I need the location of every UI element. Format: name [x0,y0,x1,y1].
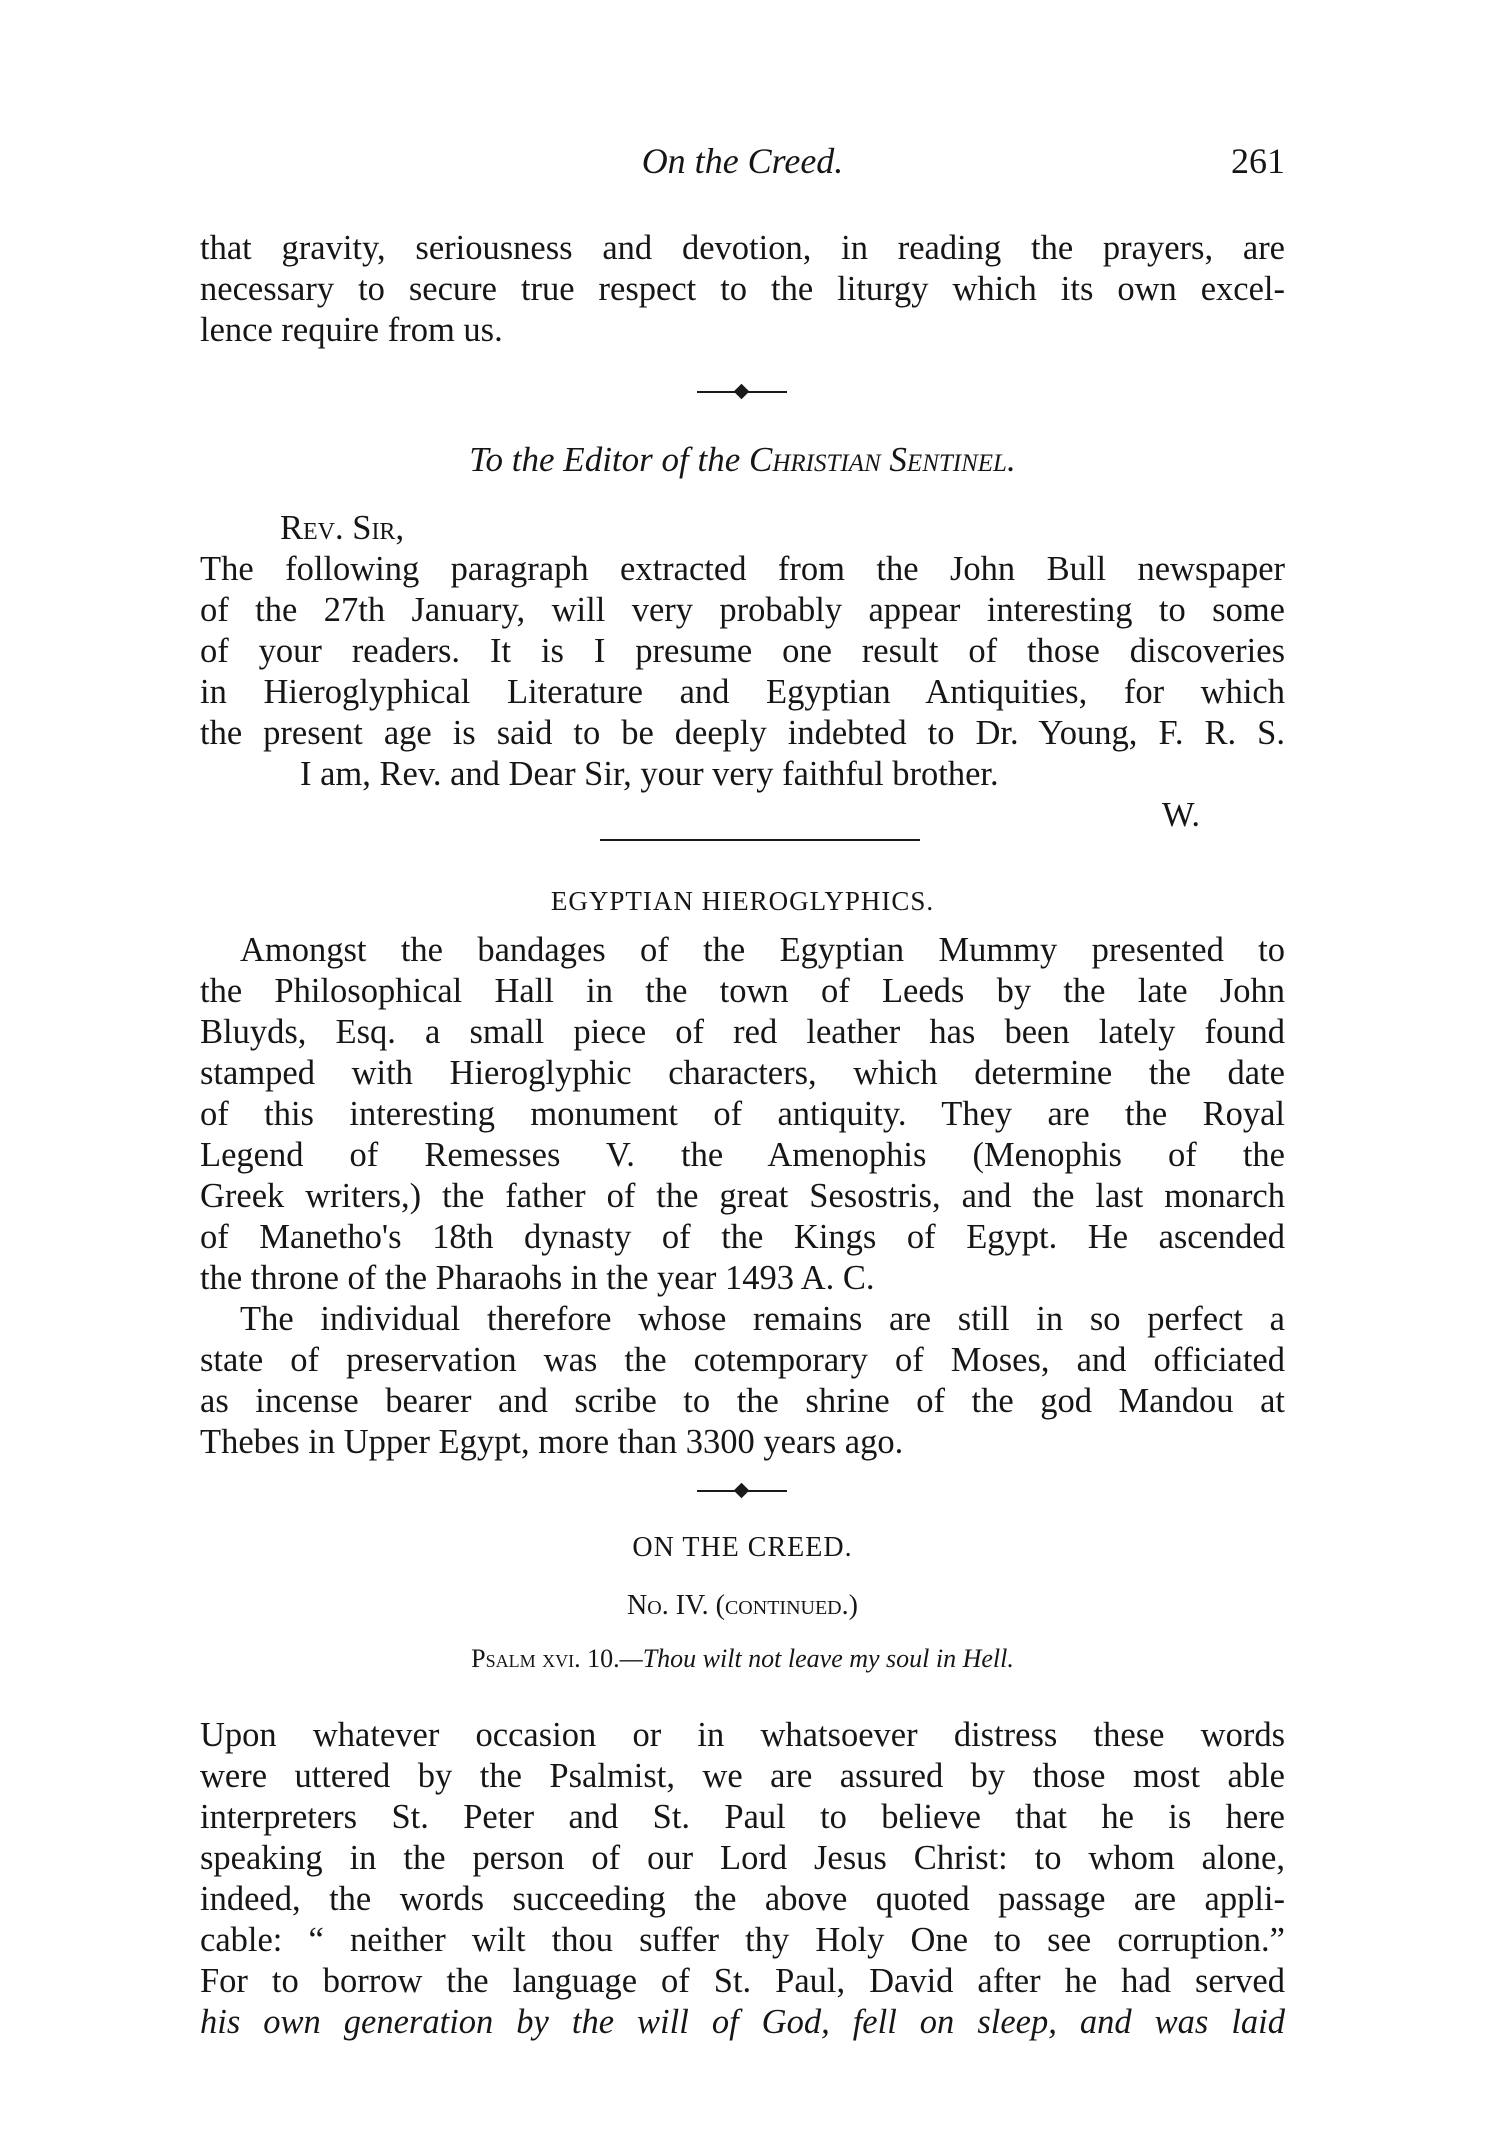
text-line: of the 27th January, will very probably appear interesting to some [200,591,1285,629]
text-line: the present age is said to be deeply indebted to Dr. Young, F. R. S. [200,714,1285,752]
text-line: Amongst the bandages of the Egyptian Mummy presented to [240,931,1285,969]
section-rule [600,839,920,841]
text-line: interpreters St. Peter and St. Paul to believe that he is here [200,1798,1285,1836]
text-line: indeed, the words succeeding the above quoted passage are appli- [200,1880,1285,1918]
psalm-reference: Psalm xvi. 10. [471,1644,620,1673]
text-line: lence require from us. [200,311,503,349]
signature: W. [1161,796,1200,834]
letter-heading [200,440,1285,480]
text-line: the Philosophical Hall in the town of Leeds by the late John [200,972,1285,1010]
text-line: state of preservation was the cotemporary of Moses, and officiated [200,1341,1285,1379]
text-line: Bluyds, Esq. a small piece of red leather has been lately found [200,1013,1285,1051]
text-line: were uttered by the Psalmist, we are assured by those most able [200,1757,1285,1795]
text-line: stamped with Hieroglyphic characters, which determine the date [200,1054,1285,1092]
text-line: The individual therefore whose remains are still in so perfect a [240,1300,1285,1338]
text-line: The following paragraph extracted from the John Bull newspaper [200,550,1285,588]
text-line: of this interesting monument of antiquity. They are the Royal [200,1095,1285,1133]
scripture-reference [200,1644,1285,1674]
creed-body [200,1715,1285,2043]
text-line: For to borrow the language of St. Paul, David after he had served [200,1962,1285,2000]
text-line: that gravity, seriousness and devotion, in reading the prayers, are [200,229,1285,267]
text-line: speaking in the person of our Lord Jesus Christ: to whom alone, [200,1839,1285,1877]
text-line: of your readers. It is I presume one result of those discoveries [200,632,1285,670]
text-line: cable: “ neither wilt thou suffer thy Holy One to see corruption.” [200,1921,1285,1959]
text-line: of Manetho's 18th dynasty of the Kings of Egypt. He ascended [200,1218,1285,1256]
salutation: Rev. Sir, [280,509,405,547]
letter-body [200,508,1285,836]
running-title: On the Creed. [641,141,844,181]
letter-heading-prefix: To the Editor of the [469,440,741,479]
text-line: necessary to secure true respect to the liturgy which its own excel- [200,270,1285,308]
text-line: Greek writers,) the father of the great Sesostris, and the last monarch [200,1177,1285,1215]
ornament-divider [697,385,787,399]
journal-name: Christian Sentinel. [749,440,1016,479]
intro-paragraph [200,228,1285,351]
creed-title: ON THE CREED. [632,1532,853,1563]
text-line: his own generation by the will of God, fell on sleep, and was laid [200,2003,1285,2041]
text-line: the throne of the Pharaohs in the year 1493 A. C. [200,1259,875,1297]
ornament-divider [697,1484,787,1498]
text-line: as incense bearer and scribe to the shrine of the god Mandou at [200,1382,1285,1420]
article-title: EGYPTIAN HIEROGLYPHICS. [550,886,935,916]
text-line: Thebes in Upper Egypt, more than 3300 years ago. [200,1423,904,1461]
psalm-quote: —Thou wilt not leave my soul in Hell. [619,1644,1014,1673]
running-header [200,140,1285,190]
text-line: Upon whatever occasion or in whatsoever distress these words [200,1716,1285,1754]
text-line: Legend of Remesses V. the Amenophis (Menophis of the [200,1136,1285,1174]
closing-line: I am, Rev. and Dear Sir, your very faithful brother. [300,755,999,793]
text-line: in Hieroglyphical Literature and Egyptian Antiquities, for which [200,673,1285,711]
page-number: 261 [1231,141,1285,181]
creed-number: No. IV. (continued.) [627,1590,858,1621]
article-body [200,930,1285,1463]
